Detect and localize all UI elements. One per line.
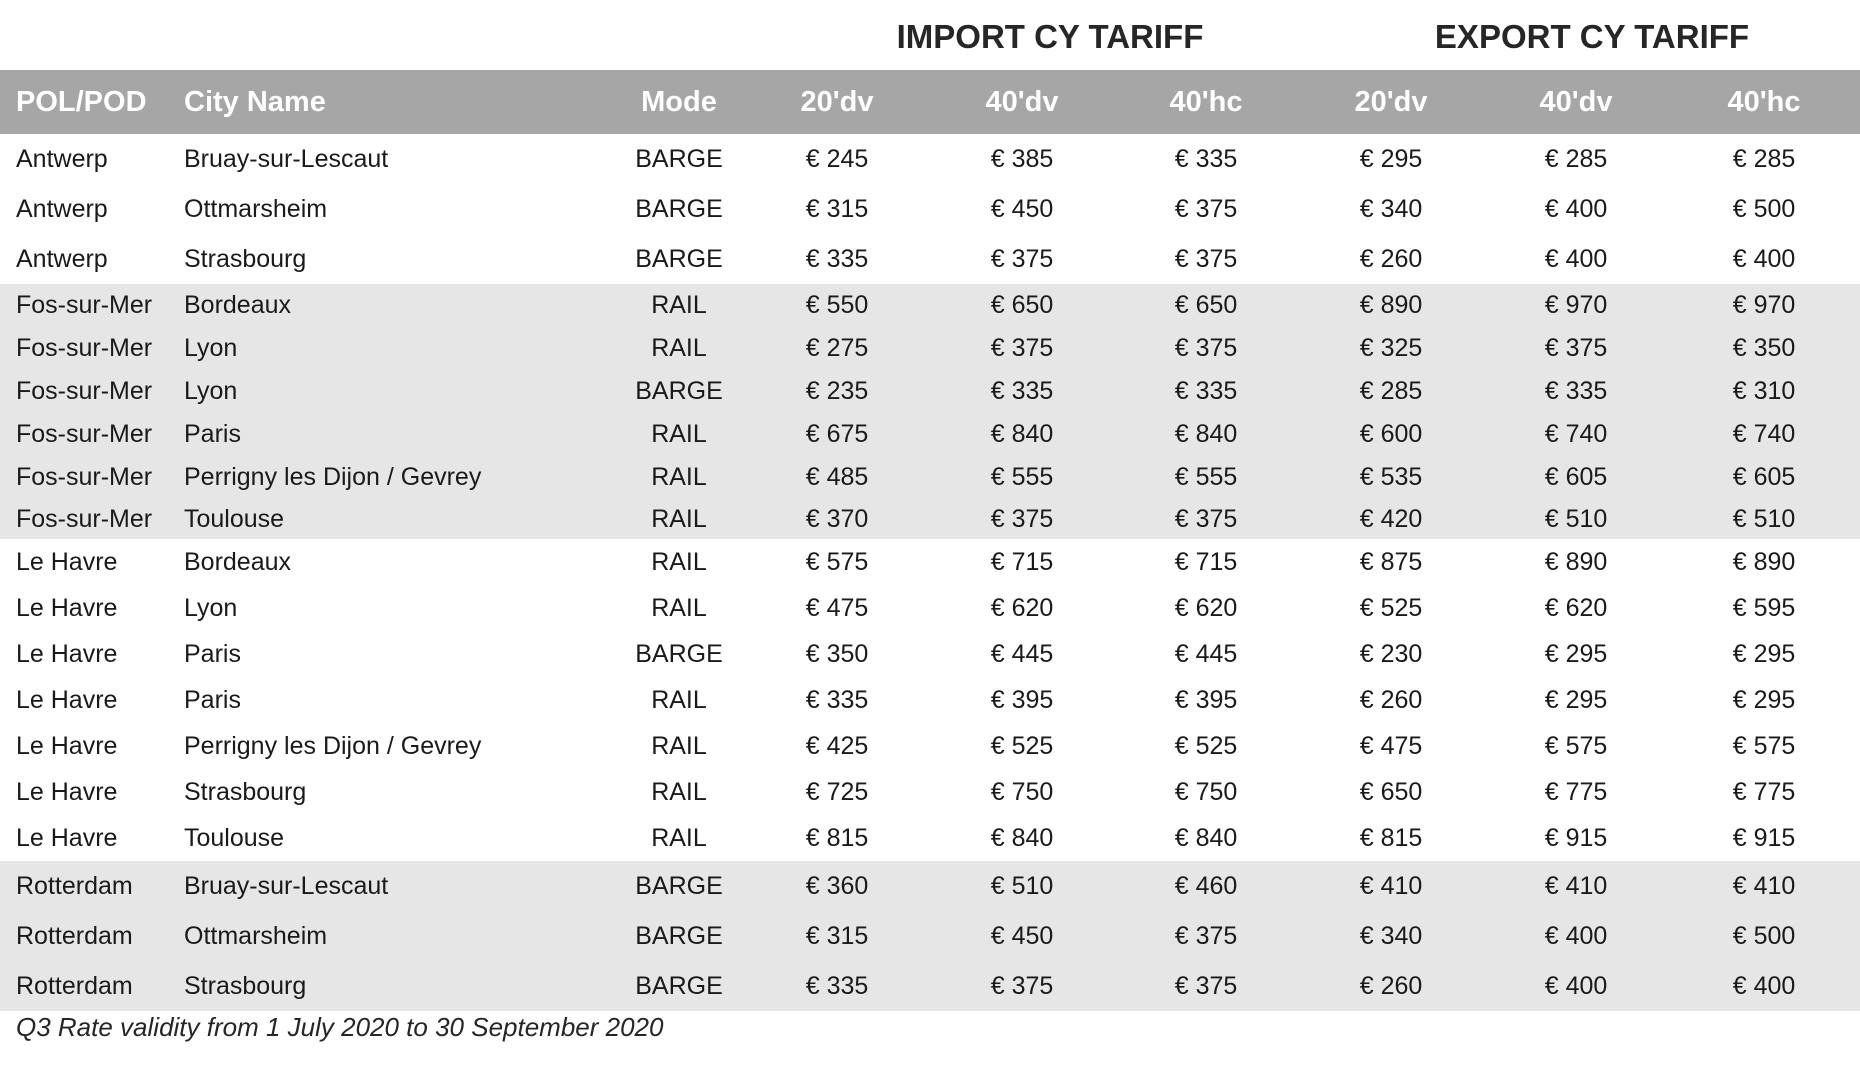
cell-pol: Le Havre (0, 585, 184, 631)
cell-export-40dv: € 775 (1484, 769, 1668, 815)
table-row (0, 677, 1860, 723)
cell-export-40hc: € 740 (1668, 413, 1860, 456)
cell-pol: Fos-sur-Mer (0, 284, 184, 327)
cell-import-20dv: € 485 (744, 456, 930, 499)
col-header-export-40dv: 40'dv (1484, 70, 1668, 134)
cell-pol: Fos-sur-Mer (0, 327, 184, 370)
cell-import-40hc: € 750 (1114, 769, 1298, 815)
cell-export-40hc: € 400 (1668, 961, 1860, 1011)
cell-mode: BARGE (614, 134, 744, 184)
cell-import-40dv: € 450 (930, 184, 1114, 234)
cell-import-20dv: € 550 (744, 284, 930, 327)
cell-export-40dv: € 295 (1484, 677, 1668, 723)
cell-city: Toulouse (184, 499, 614, 539)
cell-city: Lyon (184, 585, 614, 631)
cell-city: Ottmarsheim (184, 911, 614, 961)
cell-import-40dv: € 450 (930, 911, 1114, 961)
cell-import-40dv: € 375 (930, 327, 1114, 370)
cell-export-40hc: € 595 (1668, 585, 1860, 631)
cell-export-20dv: € 875 (1298, 539, 1484, 585)
cell-export-20dv: € 600 (1298, 413, 1484, 456)
cell-import-20dv: € 425 (744, 723, 930, 769)
table-row (0, 456, 1860, 499)
cell-mode: BARGE (614, 631, 744, 677)
cell-export-40hc: € 500 (1668, 184, 1860, 234)
cell-import-20dv: € 335 (744, 677, 930, 723)
cell-city: Ottmarsheim (184, 184, 614, 234)
cell-export-40hc: € 890 (1668, 539, 1860, 585)
cell-mode: RAIL (614, 499, 744, 539)
cell-pol: Rotterdam (0, 861, 184, 911)
cell-export-20dv: € 295 (1298, 134, 1484, 184)
col-header-import-40dv: 40'dv (930, 70, 1114, 134)
cell-export-40dv: € 620 (1484, 585, 1668, 631)
cell-pol: Rotterdam (0, 911, 184, 961)
cell-export-40dv: € 890 (1484, 539, 1668, 585)
cell-mode: RAIL (614, 723, 744, 769)
cell-city: Lyon (184, 327, 614, 370)
table-row (0, 234, 1860, 284)
cell-mode: RAIL (614, 539, 744, 585)
cell-mode: RAIL (614, 413, 744, 456)
cell-export-40dv: € 605 (1484, 456, 1668, 499)
cell-import-40dv: € 375 (930, 961, 1114, 1011)
cell-import-40dv: € 840 (930, 413, 1114, 456)
cell-export-20dv: € 325 (1298, 327, 1484, 370)
table-row (0, 861, 1860, 911)
cell-export-40hc: € 500 (1668, 911, 1860, 961)
cell-import-20dv: € 675 (744, 413, 930, 456)
cell-pol: Le Havre (0, 769, 184, 815)
cell-mode: BARGE (614, 370, 744, 413)
cell-export-40dv: € 400 (1484, 961, 1668, 1011)
cell-import-40hc: € 460 (1114, 861, 1298, 911)
cell-import-40dv: € 555 (930, 456, 1114, 499)
cell-city: Paris (184, 631, 614, 677)
cell-export-40dv: € 400 (1484, 184, 1668, 234)
cell-city: Paris (184, 413, 614, 456)
cell-pol: Fos-sur-Mer (0, 499, 184, 539)
cell-import-40hc: € 375 (1114, 961, 1298, 1011)
cell-import-40hc: € 650 (1114, 284, 1298, 327)
cell-export-40hc: € 915 (1668, 815, 1860, 861)
cell-import-40hc: € 375 (1114, 911, 1298, 961)
cell-export-20dv: € 340 (1298, 184, 1484, 234)
table-row (0, 961, 1860, 1011)
cell-export-40dv: € 400 (1484, 911, 1668, 961)
cell-import-20dv: € 275 (744, 327, 930, 370)
cell-import-40hc: € 525 (1114, 723, 1298, 769)
cell-import-40hc: € 335 (1114, 370, 1298, 413)
col-header-export-40hc: 40'hc (1668, 70, 1860, 134)
cell-import-40hc: € 375 (1114, 234, 1298, 284)
cell-mode: RAIL (614, 456, 744, 499)
table-row (0, 370, 1860, 413)
cell-pol: Antwerp (0, 234, 184, 284)
cell-import-20dv: € 245 (744, 134, 930, 184)
cell-pol: Fos-sur-Mer (0, 370, 184, 413)
group-headers (0, 14, 1860, 70)
cell-export-20dv: € 890 (1298, 284, 1484, 327)
cell-import-40dv: € 375 (930, 499, 1114, 539)
cell-import-20dv: € 815 (744, 815, 930, 861)
cell-import-20dv: € 360 (744, 861, 930, 911)
cell-mode: RAIL (614, 284, 744, 327)
import-tariff-title: IMPORT CY TARIFF (896, 18, 1204, 55)
cell-import-40dv: € 650 (930, 284, 1114, 327)
cell-import-40dv: € 510 (930, 861, 1114, 911)
cell-city: Perrigny les Dijon / Gevrey (184, 456, 614, 499)
cell-import-40dv: € 750 (930, 769, 1114, 815)
cell-import-40hc: € 375 (1114, 184, 1298, 234)
cell-import-40dv: € 385 (930, 134, 1114, 184)
cell-export-40dv: € 295 (1484, 631, 1668, 677)
tariff-table (0, 70, 1860, 1011)
cell-pol: Le Havre (0, 539, 184, 585)
cell-mode: RAIL (614, 815, 744, 861)
cell-import-40dv: € 620 (930, 585, 1114, 631)
cell-mode: BARGE (614, 234, 744, 284)
cell-city: Strasbourg (184, 961, 614, 1011)
cell-mode: RAIL (614, 677, 744, 723)
cell-export-20dv: € 260 (1298, 961, 1484, 1011)
cell-mode: BARGE (614, 184, 744, 234)
table-row (0, 327, 1860, 370)
cell-export-40dv: € 740 (1484, 413, 1668, 456)
cell-import-40dv: € 715 (930, 539, 1114, 585)
cell-export-20dv: € 340 (1298, 911, 1484, 961)
cell-import-20dv: € 350 (744, 631, 930, 677)
cell-city: Bruay-sur-Lescaut (184, 861, 614, 911)
cell-city: Perrigny les Dijon / Gevrey (184, 723, 614, 769)
cell-export-40hc: € 400 (1668, 234, 1860, 284)
cell-export-40hc: € 410 (1668, 861, 1860, 911)
cell-export-20dv: € 420 (1298, 499, 1484, 539)
rate-validity-footnote: Q3 Rate validity from 1 July 2020 to 30 September 2020 (16, 1012, 664, 1042)
cell-export-20dv: € 260 (1298, 234, 1484, 284)
cell-pol: Antwerp (0, 184, 184, 234)
cell-import-20dv: € 315 (744, 184, 930, 234)
table-row (0, 911, 1860, 961)
cell-pol: Rotterdam (0, 961, 184, 1011)
cell-import-40hc: € 555 (1114, 456, 1298, 499)
table-row (0, 585, 1860, 631)
cell-export-40dv: € 915 (1484, 815, 1668, 861)
cell-import-40hc: € 445 (1114, 631, 1298, 677)
cell-import-40hc: € 840 (1114, 815, 1298, 861)
cell-mode: BARGE (614, 961, 744, 1011)
cell-export-20dv: € 650 (1298, 769, 1484, 815)
cell-pol: Fos-sur-Mer (0, 456, 184, 499)
cell-mode: BARGE (614, 861, 744, 911)
table-row (0, 499, 1860, 539)
cell-city: Strasbourg (184, 234, 614, 284)
cell-city: Toulouse (184, 815, 614, 861)
cell-mode: RAIL (614, 769, 744, 815)
cell-export-40dv: € 335 (1484, 370, 1668, 413)
cell-pol: Le Havre (0, 815, 184, 861)
cell-import-20dv: € 575 (744, 539, 930, 585)
cell-export-40dv: € 970 (1484, 284, 1668, 327)
cell-mode: RAIL (614, 585, 744, 631)
cell-import-40hc: € 375 (1114, 327, 1298, 370)
export-tariff-title: EXPORT CY TARIFF (1434, 18, 1750, 55)
cell-import-40dv: € 375 (930, 234, 1114, 284)
cell-export-40dv: € 375 (1484, 327, 1668, 370)
cell-export-40dv: € 410 (1484, 861, 1668, 911)
cell-export-20dv: € 410 (1298, 861, 1484, 911)
cell-city: Lyon (184, 370, 614, 413)
col-header-import-20dv: 20'dv (744, 70, 930, 134)
cell-export-40hc: € 310 (1668, 370, 1860, 413)
table-row (0, 134, 1860, 184)
table-row (0, 184, 1860, 234)
cell-export-40dv: € 285 (1484, 134, 1668, 184)
cell-export-40hc: € 605 (1668, 456, 1860, 499)
table-row (0, 815, 1860, 861)
cell-import-40hc: € 335 (1114, 134, 1298, 184)
cell-export-20dv: € 535 (1298, 456, 1484, 499)
cell-pol: Le Havre (0, 677, 184, 723)
table-row (0, 631, 1860, 677)
cell-import-40hc: € 375 (1114, 499, 1298, 539)
cell-import-40hc: € 395 (1114, 677, 1298, 723)
cell-import-20dv: € 370 (744, 499, 930, 539)
cell-export-20dv: € 475 (1298, 723, 1484, 769)
cell-import-20dv: € 725 (744, 769, 930, 815)
cell-export-40hc: € 295 (1668, 677, 1860, 723)
cell-pol: Antwerp (0, 134, 184, 184)
col-header-pol-pod: POL/POD (0, 70, 184, 134)
table-row (0, 723, 1860, 769)
cell-mode: RAIL (614, 327, 744, 370)
cell-import-40dv: € 335 (930, 370, 1114, 413)
table-row (0, 769, 1860, 815)
cell-export-20dv: € 285 (1298, 370, 1484, 413)
cell-import-20dv: € 315 (744, 911, 930, 961)
cell-export-40hc: € 575 (1668, 723, 1860, 769)
cell-pol: Fos-sur-Mer (0, 413, 184, 456)
cell-import-20dv: € 335 (744, 961, 930, 1011)
col-header-export-20dv: 20'dv (1298, 70, 1484, 134)
cell-import-20dv: € 335 (744, 234, 930, 284)
cell-export-40hc: € 510 (1668, 499, 1860, 539)
cell-export-40dv: € 510 (1484, 499, 1668, 539)
table-row (0, 284, 1860, 327)
cell-export-40hc: € 285 (1668, 134, 1860, 184)
cell-export-40dv: € 575 (1484, 723, 1668, 769)
cell-import-40dv: € 840 (930, 815, 1114, 861)
cell-import-40hc: € 715 (1114, 539, 1298, 585)
cell-export-40hc: € 295 (1668, 631, 1860, 677)
cell-pol: Le Havre (0, 723, 184, 769)
cell-city: Bordeaux (184, 539, 614, 585)
cell-export-20dv: € 815 (1298, 815, 1484, 861)
cell-city: Paris (184, 677, 614, 723)
cell-city: Bordeaux (184, 284, 614, 327)
cell-import-40dv: € 445 (930, 631, 1114, 677)
cell-export-40hc: € 970 (1668, 284, 1860, 327)
cell-export-20dv: € 230 (1298, 631, 1484, 677)
cell-city: Strasbourg (184, 769, 614, 815)
cell-import-20dv: € 475 (744, 585, 930, 631)
cell-pol: Le Havre (0, 631, 184, 677)
col-header-city-name: City Name (184, 70, 614, 134)
cell-import-40hc: € 840 (1114, 413, 1298, 456)
cell-export-40dv: € 400 (1484, 234, 1668, 284)
table-row (0, 539, 1860, 585)
cell-city: Bruay-sur-Lescaut (184, 134, 614, 184)
table-row (0, 413, 1860, 456)
col-header-import-40hc: 40'hc (1114, 70, 1298, 134)
cell-import-20dv: € 235 (744, 370, 930, 413)
cell-import-40dv: € 525 (930, 723, 1114, 769)
cell-mode: BARGE (614, 911, 744, 961)
cell-export-40hc: € 350 (1668, 327, 1860, 370)
cell-export-20dv: € 260 (1298, 677, 1484, 723)
col-header-mode: Mode (614, 70, 744, 134)
cell-export-40hc: € 775 (1668, 769, 1860, 815)
cell-import-40dv: € 395 (930, 677, 1114, 723)
cell-import-40hc: € 620 (1114, 585, 1298, 631)
cell-export-20dv: € 525 (1298, 585, 1484, 631)
column-header-row (0, 70, 1860, 134)
